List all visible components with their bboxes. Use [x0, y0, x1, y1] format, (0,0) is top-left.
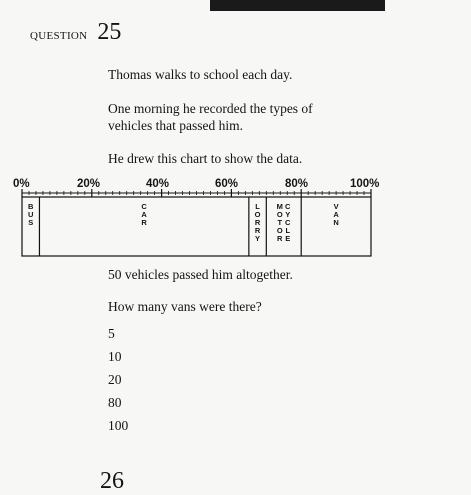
option-c[interactable]: 20 — [108, 372, 122, 387]
scale-label-60: 60% — [215, 178, 239, 190]
scale-label-0: 0% — [13, 178, 30, 190]
stem-line-2: One morning he recorded the types of — [108, 101, 313, 116]
scale-label-20: 20% — [77, 178, 101, 190]
segment-label-bus: B U S — [28, 202, 34, 227]
total-statement: 50 vehicles passed him altogether. — [108, 267, 293, 282]
segment-label-car: C A R — [141, 202, 147, 227]
scale-label-100: 100% — [350, 178, 380, 190]
question-prompt: How many vans were there? — [108, 299, 262, 314]
question-number: 25 — [97, 19, 122, 45]
stem-line-1: Thomas walks to school each day. — [108, 67, 293, 82]
stem-line-3: vehicles that passed him. — [108, 118, 243, 133]
stem-line-4: He drew this chart to show the data. — [108, 151, 303, 166]
scale-label-80: 80% — [285, 178, 309, 190]
scale-label-40: 40% — [146, 178, 170, 190]
option-e[interactable]: 100 — [108, 418, 129, 433]
option-b[interactable]: 10 — [108, 349, 122, 364]
option-d[interactable]: 80 — [108, 395, 122, 410]
segment-label-van: V A N — [333, 202, 339, 227]
question-label: QUESTION — [30, 30, 88, 42]
segment-label-lorry: L O R R Y — [254, 202, 261, 243]
segment-label-motorcycle: C Y C L E — [285, 202, 291, 243]
segment-label-motorcycle: M O T O R — [276, 202, 283, 243]
next-question-number: 26 — [100, 468, 124, 494]
option-a[interactable]: 5 — [108, 326, 115, 341]
